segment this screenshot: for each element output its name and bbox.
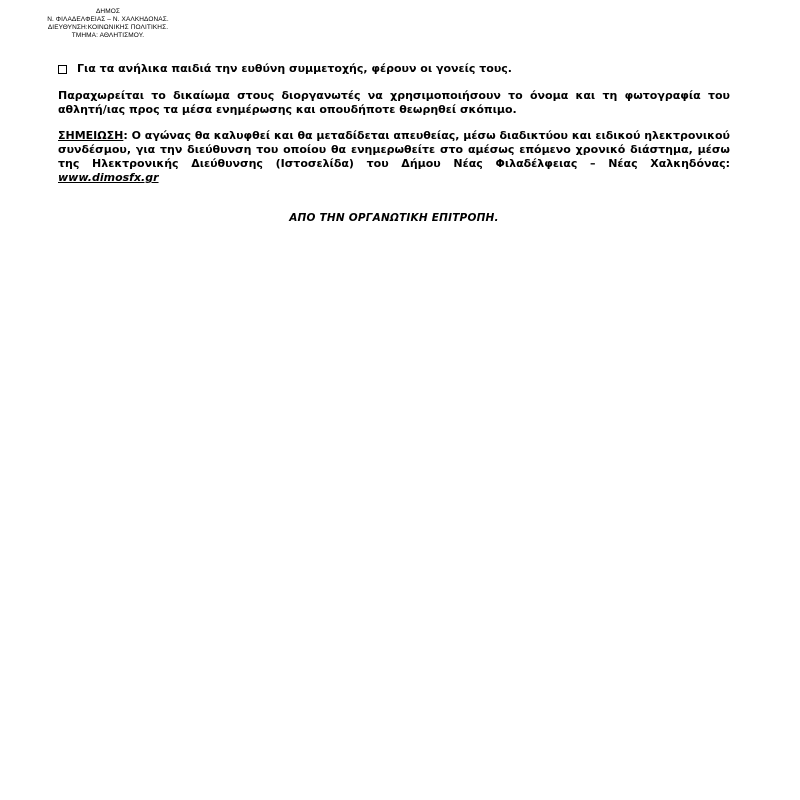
document-body [58,62,730,185]
letterhead-municipality: ΔΗΜΟΣ [95,8,121,15]
letterhead-municipality-name: Ν. ΦΙΛΑΔΕΛΦΕΙΑΣ – Ν. ΧΑΛΚΗΔΟΝΑΣ. [47,16,169,23]
letterhead-department: ΤΜΗΜΑ: ΑΘΛΗΤΙΣΜΟΥ. [71,32,145,39]
website-link[interactable]: www.dimosfx.gr [58,171,159,184]
bullet-text: Για τα ανήλικα παιδιά την ευθύνη συμμετοχής, φέρουν οι γονείς τους. [77,62,512,75]
note-label: ΣΗΜΕΙΩΣΗ [58,129,124,142]
note-paragraph [58,129,730,185]
letterhead [28,8,188,40]
checkbox-bullet-icon [58,65,67,74]
rights-paragraph: Παραχωρείται το δικαίωμα στους διοργανωτές να χρησιμοποιήσουν το όνομα και τη φωτογραφία του αθλητή/ιας προς τα μέσα ενημέρωσης και οπουδήποτε θεωρηθεί σκόπιμο. [58,89,730,116]
note-text: : Ο αγώνας θα καλυφθεί και θα μεταδίδεται απευθείας, μέσω διαδικτύου και ειδικού ηλεκτρονικού συνδέσμου, για την διεύθυνση του οποίου θα ενημερωθείτε στο αμέσως επόμενο χρονικό διάστημα, μέσω της Ηλεκτρονικής Διεύθυνσης (Ιστοσελίδα) του Δήμου Νέας Φιλαδέλφειας – Νέας Χαλκηδόνας: [58,129,730,170]
bullet-item [58,62,730,76]
letterhead-directorate: ΔΙΕΥΘΥΝΣΗ:ΚΟΙΝΩΝΙΚΗΣ ΠΟΛΙΤΙΚΗΣ. [47,24,169,31]
signature-line: ΑΠΟ ΤΗΝ ΟΡΓΑΝΩΤΙΚΗ ΕΠΙΤΡΟΠΗ. [289,212,499,224]
